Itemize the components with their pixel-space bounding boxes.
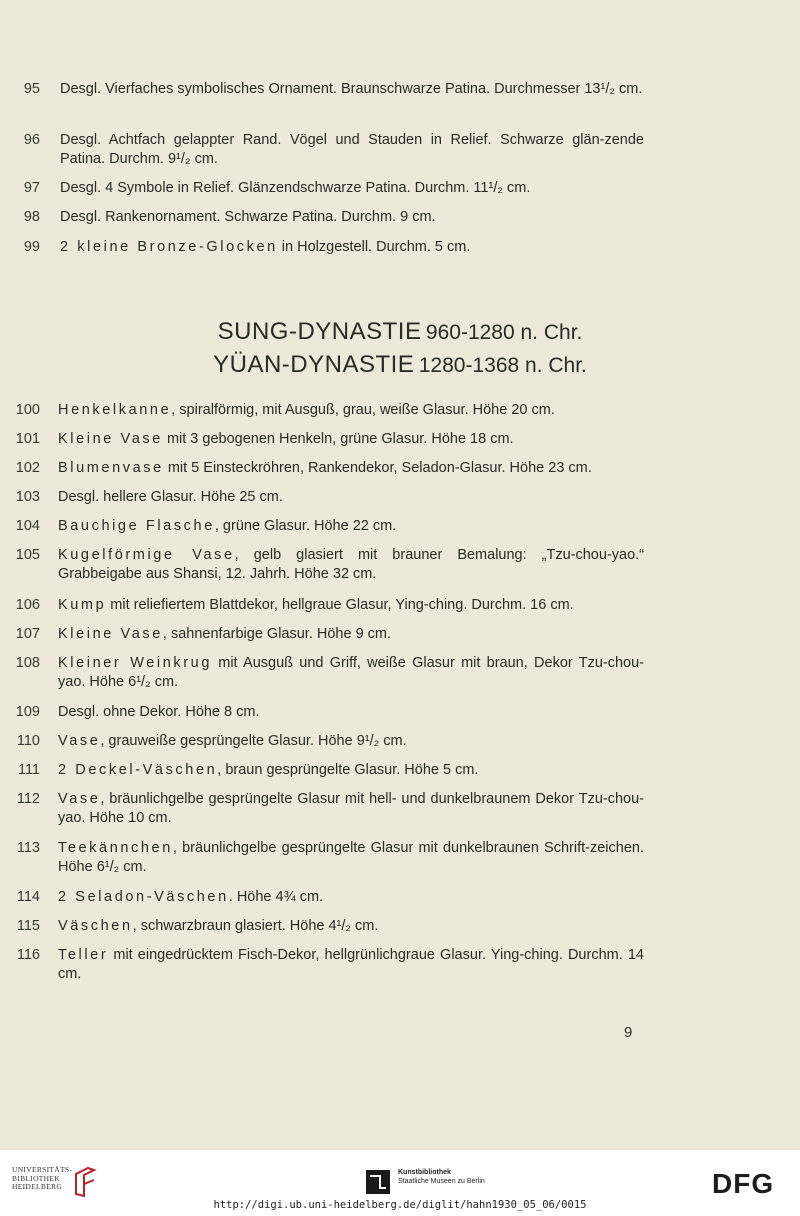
entry-number: 114 (16, 889, 40, 905)
entry-number: 110 (16, 733, 40, 749)
entry-number: 115 (16, 918, 40, 934)
entry-number: 100 (15, 402, 40, 418)
entry-number: 102 (15, 460, 40, 476)
entry-description (58, 790, 644, 828)
entry-text: , gelb glasiert mit brauner Bemalung: „Tzu-chou-yao.“ Grabbeigabe aus Shansi, 12. Jahrh. Höhe 32 cm. (58, 547, 645, 582)
entry-text: in Holzgestell. Durchm. 5 cm. (277, 239, 471, 255)
entry-number: 109 (15, 704, 40, 720)
kunstbibliothek-logo-icon (366, 1170, 390, 1194)
entry-number: 106 (15, 597, 40, 613)
entry-text: Desgl. 4 Symbole in Relief. Glänzendschwarze Patina. Durchm. 11¹/₂ cm. (60, 180, 531, 196)
entry-object-name: Väschen (58, 918, 133, 934)
page-number: 9 (624, 1024, 633, 1041)
dynasty-heading-sung (0, 318, 800, 346)
entry-object-name: 2 Deckel-Väschen (58, 762, 218, 778)
entry-number: 105 (15, 547, 40, 563)
entry-number: 104 (15, 518, 40, 534)
entry-object-name: Kump (58, 597, 107, 613)
entry-text: , bräunlichgelbe gesprüngelte Glasur mit hell- und dunkelbraunem Dekor Tzu-chou-yao. Höhe 10 cm. (58, 791, 644, 826)
entry-text: , grauweiße gesprüngelte Glasur. Höhe 9¹/₂ cm. (100, 733, 407, 749)
entry-object-name: 2 kleine Bronze-Glocken (60, 239, 278, 255)
university-library-text: UNIVERSITÄTS- BIBLIOTHEK HEIDELBERG (12, 1165, 73, 1191)
entry-text: mit 3 gebogenen Henkeln, grüne Glasur. Höhe 18 cm. (162, 431, 514, 447)
entry-number: 113 (16, 840, 40, 856)
entry-description (58, 517, 644, 536)
entry-description (58, 625, 644, 644)
entry-description (58, 703, 644, 722)
entry-text: , braun gesprüngelte Glasur. Höhe 5 cm. (217, 762, 479, 778)
entry-object-name: Vase (58, 791, 101, 807)
entry-text: mit Ausguß und Griff, weiße Glasur mit braun, Dekor Tzu-chou-yao. Höhe 6¹/₂ cm. (58, 655, 644, 690)
entry-text: , spiralförmig, mit Ausguß, grau, weiße Glasur. Höhe 20 cm. (171, 402, 555, 418)
dfg-logo: DFG (712, 1168, 775, 1199)
entry-description (58, 459, 644, 478)
entry-text: Desgl. ohne Dekor. Höhe 8 cm. (58, 704, 260, 720)
entry-object-name: 2 Seladon-Väschen (58, 889, 229, 905)
entry-object-name: Kleine Vase (58, 626, 163, 642)
entry-description (58, 917, 644, 936)
entry-text: . Höhe 4¾ cm. (228, 889, 324, 905)
entry-description (60, 208, 644, 227)
permalink-url[interactable]: http://digi.ub.uni-heidelberg.de/diglit/hahn1930_05_06/0015 (213, 1199, 587, 1211)
entry-object-name: Teller (58, 947, 109, 963)
heading-yuan-title: YÜAN-DYNASTIE (213, 351, 415, 378)
entry-object-name: Kleine Vase (58, 431, 163, 447)
entry-number: 96 (23, 132, 40, 148)
entry-text: Desgl. Rankenornament. Schwarze Patina. Durchm. 9 cm. (60, 209, 436, 225)
dynasty-heading-yuan (0, 351, 800, 379)
entry-description (58, 888, 644, 907)
entry-text: , schwarzbraun glasiert. Höhe 4¹/₂ cm. (132, 918, 379, 934)
entry-text: mit eingedrücktem Fisch-Dekor, hellgrünlichgraue Glasur. Ying-ching. Durchm. 14 cm. (58, 947, 644, 982)
entry-description (58, 401, 644, 420)
entry-text: mit reliefiertem Blattdekor, hellgraue Glasur, Ying-ching. Durchm. 16 cm. (106, 597, 574, 613)
entry-text: Desgl. hellere Glasur. Höhe 25 cm. (58, 489, 283, 505)
entry-object-name: Henkelkanne (58, 402, 172, 418)
entry-number: 98 (23, 209, 40, 225)
entry-description (58, 761, 644, 780)
kunstbibliothek-subtitle: Staatliche Museen zu Berlin (398, 1178, 485, 1185)
entry-description (60, 238, 644, 257)
entry-text: , bräunlichgelbe gesprüngelte Glasur mit dunkelbraunen Schrift-zeichen. Höhe 6¹/₂ cm. (58, 840, 644, 875)
entry-number: 112 (16, 791, 40, 807)
entry-object-name: Teekännchen (58, 840, 173, 856)
university-library-logo-icon (72, 1164, 98, 1200)
entry-text: mit 5 Einsteckröhren, Rankendekor, Seladon-Glasur. Höhe 23 cm. (163, 460, 592, 476)
university-library-label (12, 1166, 72, 1192)
entry-number: 101 (15, 431, 40, 447)
entry-number: 97 (23, 180, 40, 196)
heading-sung-title: SUNG-DYNASTIE (217, 318, 422, 345)
entry-description (58, 946, 644, 984)
entry-description (60, 80, 644, 99)
entry-number: 103 (15, 489, 40, 505)
entry-description (58, 839, 644, 877)
entry-object-name: Blumenvase (58, 460, 164, 476)
entry-description (58, 546, 644, 584)
heading-sung-dates: 960-1280 n. Chr. (425, 321, 583, 344)
entry-description (58, 488, 644, 507)
entry-object-name: Kugelförmige Vase (58, 547, 235, 563)
entry-object-name: Vase (58, 733, 101, 749)
entry-text: Desgl. Vierfaches symbolisches Ornament. Braunschwarze Patina. Durchmesser 13¹/₂ cm. (60, 81, 643, 97)
entry-number: 116 (16, 947, 40, 963)
entry-number: 95 (23, 81, 40, 97)
kunstbibliothek-title: Kunstbibliothek (398, 1169, 451, 1176)
entry-number: 108 (15, 655, 40, 671)
digitization-footer (0, 1150, 800, 1216)
entry-description (60, 131, 644, 169)
entry-text: , sahnenfarbige Glasur. Höhe 9 cm. (162, 626, 392, 642)
entry-description (58, 732, 644, 751)
entry-text: , grüne Glasur. Höhe 22 cm. (214, 518, 397, 534)
entry-description (58, 596, 644, 615)
entry-text: Desgl. Achtfach gelappter Rand. Vögel und Stauden in Relief. Schwarze glän-zende Patina. Durchm. 9¹/₂ cm. (60, 132, 644, 167)
entry-number: 107 (15, 626, 40, 642)
kunstbibliothek-label (398, 1168, 485, 1186)
heading-yuan-dates: 1280-1368 n. Chr. (418, 354, 587, 377)
entry-object-name: Kleiner Weinkrug (58, 655, 212, 671)
entry-description (60, 179, 644, 198)
entry-object-name: Bauchige Flasche (58, 518, 215, 534)
entry-number: 111 (17, 762, 40, 778)
entry-number: 99 (23, 239, 40, 255)
entry-description (58, 654, 644, 692)
entry-description (58, 430, 644, 449)
